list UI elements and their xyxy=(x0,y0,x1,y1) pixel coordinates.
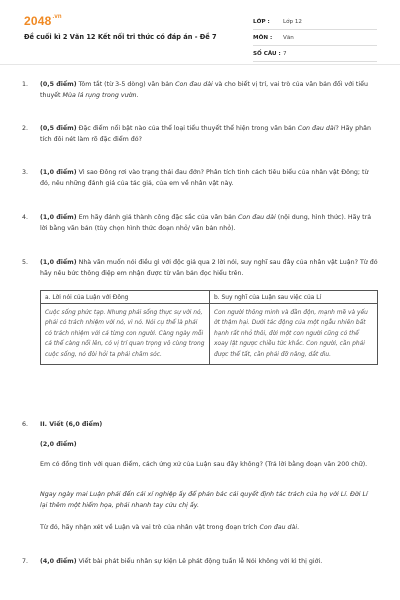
question-5 xyxy=(22,258,378,279)
meta-value: Lớp 12 xyxy=(283,18,302,25)
meta-label: SỐ CÂU : xyxy=(253,50,281,57)
question-text: (1,0 điểm) Em hãy đánh giá thành công đặc sắc của văn bản Con đau dài (nội dung, hình thức). Hãy trả lời bằng văn bản (tùy chọn hình thức đoạn nhỏ/ văn bản nhỏ). xyxy=(40,214,372,232)
question-1 xyxy=(22,80,378,101)
question-3 xyxy=(22,168,378,189)
question-number: 3. xyxy=(22,169,29,176)
question-number: 5. xyxy=(22,259,29,266)
meta-label: LỚP : xyxy=(253,18,270,25)
question-text: (1,0 điểm) Vì sao Đông rơi vào trạng thái đau đớn? Phân tích tinh cách tiêu biểu của nhân vật Đông; từ đó, nêu những đánh giá của tác giả, của em về nhân vật này. xyxy=(40,169,369,187)
question-7 xyxy=(22,557,378,568)
question-text: (4,0 điểm) Viết bài phát biểu nhân sự kiện Lê phát động tuần lễ Nói không với kì thị giới. xyxy=(40,558,323,565)
question-number: 1. xyxy=(22,81,29,88)
question-number: 4. xyxy=(22,214,29,221)
meta-label: MÔN : xyxy=(253,34,273,41)
question-6 xyxy=(22,420,378,431)
section-6-quote: Ngay ngày mai Luận phải đến cái xí nghiệp ấy để phản bác cái quyết định tác trách của họ với Lí. Đời Lí lại thêm một hiểm họa, phải nhanh tay cứu chị ấy. xyxy=(40,491,368,509)
section-heading: II. Viết (6,0 điểm) xyxy=(40,421,103,428)
exam-meta xyxy=(253,14,377,62)
meta-value: 7 xyxy=(283,50,287,57)
question-2 xyxy=(22,124,378,145)
page-title: Đề cuối kì 2 Văn 12 Kết nối tri thức có đáp án - Đề 7 xyxy=(24,33,217,41)
question-number: 6. xyxy=(22,421,29,428)
section-6-prompt: Em có đồng tình với quan điểm, cách ứng xử của Luận sau đây không? (Trả lời bằng đoạn văn 200 chữ). xyxy=(40,461,368,468)
table-column-left xyxy=(41,291,209,364)
comparison-table xyxy=(40,290,378,365)
table-cell: Cuộc sống phức tạp. Nhưng phải sống thực sự với nó, phải có trách nhiệm với nó, vì nó. Nói cụ thể là phải có trách nhiệm với cả từng con người. Càng ngày mỗi cá thể càng nổi lên, có vị trí quan trọng vô cùng trong cuộc sống, nó đòi hỏi ta phải chăm sóc. xyxy=(45,310,205,358)
site-logo[interactable]: $2048^{.vn}$ xyxy=(24,14,62,28)
table-cell: Con người thông minh và đần độn, mạnh mẽ và yếu ớt thậm hại. Dưới tác động của một ngẫu nhiên bất hạnh rất nhỏ thôi, đời một con người cũng có thể xoay lật ngược chiều tức khắc. Con người, cần phải được thể tất, cần phải đỡ nâng, dắt dìu. xyxy=(214,310,368,358)
question-text: (1,0 điểm) Nhà văn muốn nói điều gì với độc giả qua 2 lời nói, suy nghĩ sau đây của nhân vật Luận? Từ đó hãy nêu bức thông điệp em nhận được từ văn bản đọc hiểu trên. xyxy=(40,259,378,277)
table-header: b. Suy nghĩ của Luận sau việc của Lí xyxy=(210,291,377,304)
question-number: 7. xyxy=(22,558,29,565)
question-4 xyxy=(22,213,378,234)
meta-row-subject xyxy=(253,30,377,46)
meta-value: Văn xyxy=(283,34,294,41)
header-divider xyxy=(0,64,400,65)
question-number: 2. xyxy=(22,125,29,132)
meta-row-count xyxy=(253,46,377,62)
meta-row-class xyxy=(253,14,377,30)
section-6-points: (2,0 điểm) xyxy=(40,441,77,448)
table-column-right xyxy=(209,291,377,364)
table-header: a. Lời nói của Luận với Đông xyxy=(41,291,209,304)
question-text: (0,5 điểm) Tóm tắt (từ 3-5 dòng) văn bản Con đau dài và cho biết vị trí, vai trò của văn bản đối với tiểu thuyết Mùa lá rụng trong vườn. xyxy=(40,81,368,99)
section-6-closing: Từ đó, hãy nhận xét về Luận và vai trò của nhân vật trong đoạn trích Con đau dài. xyxy=(40,524,300,531)
question-text: (0,5 điểm) Đặc điểm nổi bật nào của thể loại tiểu thuyết thể hiện trong văn bản Con đau dài? Hãy phân tích đôi nét làm rõ đặc điểm đó? xyxy=(40,125,372,143)
